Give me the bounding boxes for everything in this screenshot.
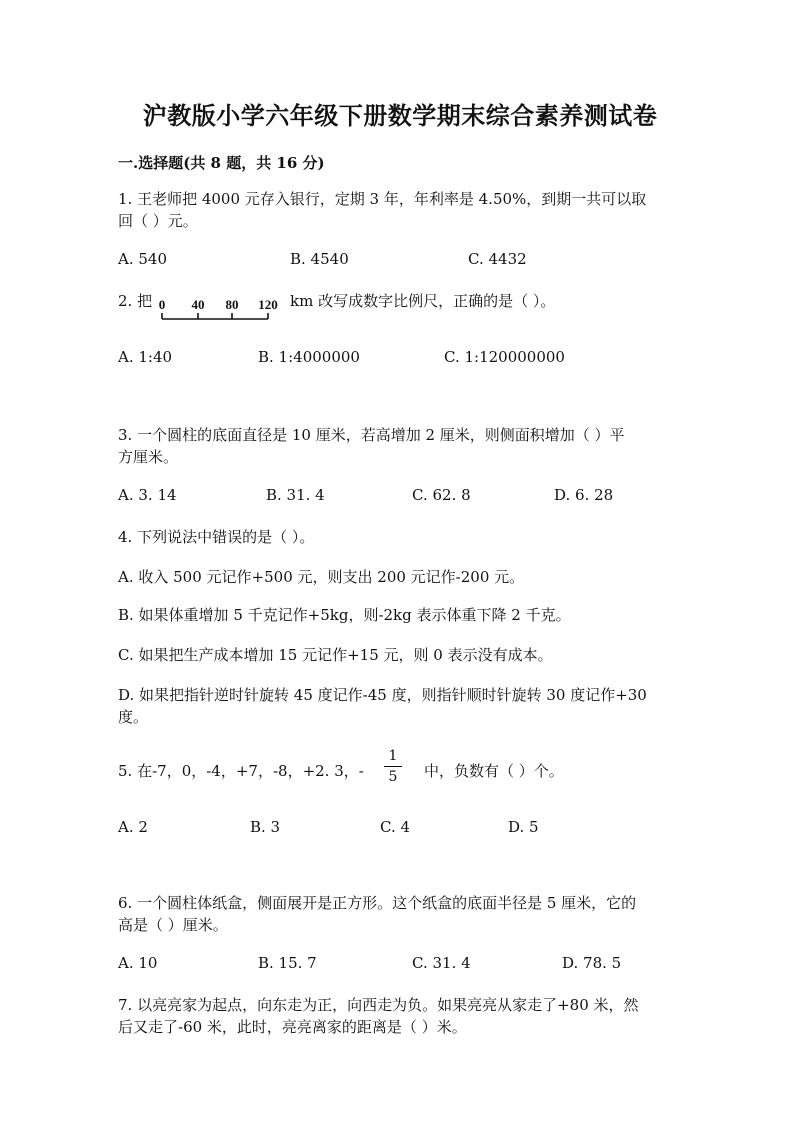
question-6-line-2: 高是（ ）厘米。 — [118, 916, 228, 934]
question-4-stem: 4. 下列说法中错误的是（ ）。 — [118, 528, 315, 546]
scale-label-0: 0 — [158, 297, 166, 312]
question-4-option-b: B. 如果体重增加 5 千克记作+5kg，则-2kg 表示体重下降 2 千克。 — [118, 606, 571, 624]
question-5-suffix: 中，负数有（ ）个。 — [424, 762, 564, 780]
question-5-option-c: C. 4 — [380, 818, 411, 836]
scale-label-120: 120 — [258, 297, 278, 312]
question-2-prefix: 2. 把 — [118, 292, 153, 310]
question-5-option-a: A. 2 — [118, 818, 148, 836]
fraction-bar — [384, 766, 402, 767]
question-5-option-b: B. 3 — [250, 818, 281, 836]
question-2-suffix: km 改写成数字比例尺，正确的是（ ）。 — [290, 292, 556, 310]
question-7-line-1: 7. 以亮亮家为起点，向东走为正，向西走为负。如果亮亮从家走了+80 米，然 — [118, 996, 639, 1014]
question-6-option-c: C. 31. 4 — [412, 954, 471, 972]
fraction-denominator: 5 — [388, 769, 398, 785]
question-1-line-2: 回（ ）元。 — [118, 212, 198, 230]
question-2-option-a: A. 1:40 — [118, 348, 173, 366]
question-4-option-c: C. 如果把生产成本增加 15 元记作+15 元，则 0 表示没有成本。 — [118, 646, 553, 664]
question-5-option-d: D. 5 — [508, 818, 539, 836]
question-1-option-c: C. 4432 — [468, 250, 527, 268]
section-heading: 一.选择题(共 8 题，共 16 分) — [118, 154, 325, 172]
question-4-option-d-line-1: D. 如果把指针逆时针旋转 45 度记作-45 度，则指针顺时针旋转 30 度记作+30 — [118, 686, 647, 704]
scale-label-40: 40 — [191, 297, 205, 312]
question-6-option-a: A. 10 — [118, 954, 158, 972]
question-2-option-c: C. 1:120000000 — [444, 348, 565, 366]
question-3-option-a: A. 3. 14 — [118, 486, 177, 504]
scale-label-80: 80 — [225, 297, 239, 312]
question-6-option-d: D. 78. 5 — [562, 954, 622, 972]
question-1-option-a: A. 540 — [118, 250, 167, 268]
fraction-numerator: 1 — [388, 748, 398, 764]
question-5-prefix: 5. 在-7，0，-4，+7，-8，+2. 3，- — [118, 762, 364, 780]
question-3-option-c: C. 62. 8 — [412, 486, 471, 504]
question-6-line-1: 6. 一个圆柱体纸盒，侧面展开是正方形。这个纸盒的底面半径是 5 厘米，它的 — [118, 894, 637, 912]
question-3-option-d: D. 6. 28 — [554, 486, 614, 504]
question-4-option-d-line-2: 度。 — [118, 708, 149, 726]
question-2-option-b: B. 1:4000000 — [258, 348, 360, 366]
page-title: 沪教版小学六年级下册数学期末综合素养测试卷 — [142, 101, 658, 130]
question-3-line-2: 方厘米。 — [118, 448, 179, 466]
question-1-option-b: B. 4540 — [290, 250, 349, 268]
question-4-option-a: A. 收入 500 元记作+500 元，则支出 200 元记作-200 元。 — [118, 568, 525, 586]
question-3-option-b: B. 31. 4 — [266, 486, 325, 504]
question-6-option-b: B. 15. 7 — [258, 954, 317, 972]
question-1-line-1: 1. 王老师把 4000 元存入银行，定期 3 年，年利率是 4.50%，到期一共可以取 — [118, 190, 647, 208]
scale-bar-figure — [158, 296, 286, 324]
fraction-one-fifth — [384, 748, 402, 785]
question-3-line-1: 3. 一个圆柱的底面直径是 10 厘米，若高增加 2 厘米，则侧面积增加（ ）平 — [118, 426, 625, 444]
question-7-line-2: 后又走了-60 米，此时，亮亮离家的距离是（ ）米。 — [118, 1018, 467, 1036]
